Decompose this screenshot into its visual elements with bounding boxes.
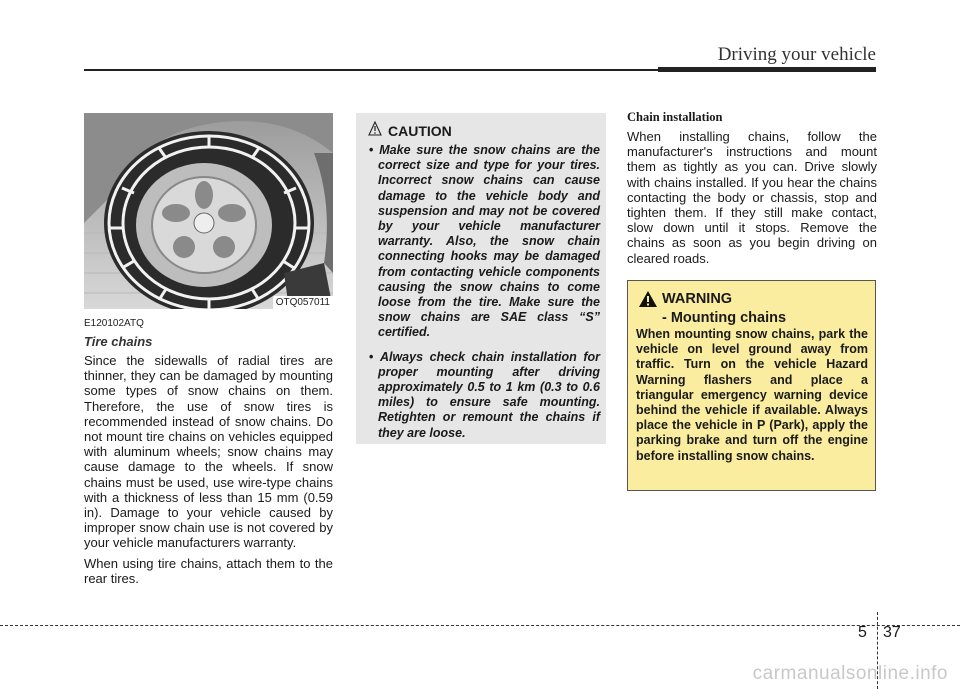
body-paragraph-1: Since the sidewalls of radial tires are thinner, they can be damaged by mounting some types of snow chains on them. Therefore, the use of snow tires is recommended instead of snow chains. Do not mount tire chains on vehicles equipped with aluminum wheels; snow chains may cause damage to the wheels. If snow chains must be used, use wire-type chains with a thickness of less than 15 mm (0.59 in). Damage to your vehicle caused by improper snow chain use is not covered by your vehicle manufacturers warranty. xyxy=(84,353,333,551)
figure-label: OTQ057011 xyxy=(273,296,333,309)
chain-installation-text: When installing chains, follow the manufacturer's instructions and mount them as tightly as you can. Drive slowly with chains installed. If you hear the chains contacting the body or chassis, stop and tighten them. If they still make contact, slow down until it stops. Remove the chains as soon as you begin driving on cleared roads. xyxy=(627,129,877,266)
caution-item: • Always check chain installation for proper mounting after driving approximately 0.5 to 1 km (0.3 to 0.6 miles) to ensure safe mounting. Retighten or remount the chains if they are loose. xyxy=(369,349,600,440)
caution-heading: CAUTION xyxy=(388,123,452,139)
caution-item: • Make sure the snow chains are the correct size and type for your tires. Incorrect snow chains can cause damage to the vehicle body and suspension and may not be covered by your vehicle manufacturer warranty. Also, the snow chain connecting hooks may be damaged from contacting vehicle components causing the snow chains to come loose from the tire. Make sure the snow chains are SAE class “S” certified. xyxy=(369,143,600,340)
warning-box xyxy=(627,280,876,491)
tire-chain-photo xyxy=(84,113,333,309)
caution-item-text: Make sure the snow chains are the correct size and type for your tires. Incorrect snow chains can cause damage to the vehicle body and suspension and may not be covered by your vehicle manufacturer warranty. Also, the snow chain connecting hooks may be damaged from contacting vehicle components causing the snow chains to come loose from the tire. Make sure the snow chains are SAE class “S” certified. xyxy=(378,143,600,340)
body-paragraph-2: When using tire chains, attach them to the rear tires. xyxy=(84,555,333,586)
chain-installation-title: Chain installation xyxy=(627,110,723,124)
header-rule-accent xyxy=(658,67,876,72)
watermark: carmanualsonline.info xyxy=(752,663,948,684)
warning-subheading: - Mounting chains xyxy=(662,310,787,326)
caution-box xyxy=(356,113,606,444)
right-column xyxy=(627,110,877,266)
footer-divider xyxy=(0,625,960,626)
warning-heading: WARNING xyxy=(662,291,733,307)
warning-triangle-icon xyxy=(638,290,658,308)
section-number: 5 xyxy=(858,624,867,641)
section-code: E120102ATQ xyxy=(84,318,144,329)
section-title: Tire chains xyxy=(84,334,153,349)
left-column xyxy=(84,113,333,586)
caution-list xyxy=(366,143,600,450)
warning-text: When mounting snow chains, park the vehicle on level ground away from traffic. Turn on the vehicle Hazard Warning flashers and place a triangular emergency warning device behind the vehicle if available. Always place the vehicle in P (Park), apply the parking brake and turn off the engine before installing snow chains. xyxy=(636,327,868,463)
caution-item-text: Always check chain installation for proper mounting after driving approximately 0.5 to 1 km (0.3 to 0.6 miles) to ensure safe mounting. Retighten or remount the chains if they are loose. xyxy=(378,349,600,440)
header-title: Driving your vehicle xyxy=(717,44,876,65)
tire-chain-illustration xyxy=(84,113,333,309)
caution-triangle-icon xyxy=(368,121,382,136)
page-number: 37 xyxy=(883,624,901,641)
